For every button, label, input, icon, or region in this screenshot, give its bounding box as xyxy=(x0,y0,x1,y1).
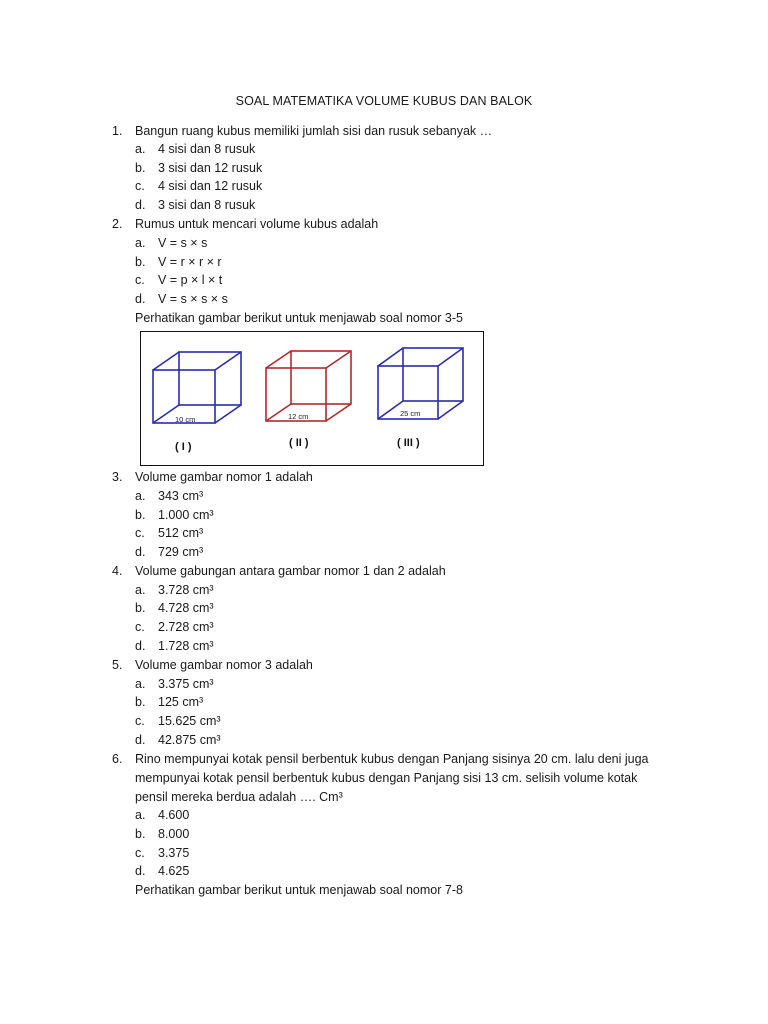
question-5 xyxy=(112,656,313,674)
question-number: 3. xyxy=(112,470,123,484)
option-text: V = s × s × s xyxy=(158,292,228,306)
cube-1 xyxy=(153,352,241,423)
question-text: Volume gambar nomor 1 adalah xyxy=(135,470,313,484)
question-text: Volume gambar nomor 3 adalah xyxy=(135,658,313,672)
option-text: 42.875 cm³ xyxy=(158,733,221,747)
question-6-number xyxy=(112,750,135,768)
option-4c xyxy=(135,618,214,636)
option-letter: b. xyxy=(135,255,146,269)
option-text: 512 cm³ xyxy=(158,526,204,540)
option-3a xyxy=(135,487,203,505)
option-letter: a. xyxy=(135,677,146,691)
option-letter: d. xyxy=(135,545,146,559)
option-4d xyxy=(135,637,214,655)
option-text: V = r × r × r xyxy=(158,255,222,269)
option-letter: a. xyxy=(135,142,146,156)
question-2 xyxy=(112,215,378,233)
option-4a xyxy=(135,581,214,599)
figure-instruction: Perhatikan gambar berikut untuk menjawab soal nomor 3-5 xyxy=(135,311,463,325)
question-number: 4. xyxy=(112,564,123,578)
option-5b xyxy=(135,693,203,711)
page-title: SOAL MATEMATIKA VOLUME KUBUS DAN BALOK xyxy=(235,94,533,108)
option-text: 1.728 cm³ xyxy=(158,639,214,653)
option-letter: b. xyxy=(135,601,146,615)
option-letter: a. xyxy=(135,236,146,250)
option-letter: c. xyxy=(135,179,145,193)
option-letter: d. xyxy=(135,864,146,878)
option-text: 15.625 cm³ xyxy=(158,714,221,728)
option-text: 1.000 cm³ xyxy=(158,508,214,522)
option-letter: a. xyxy=(135,583,146,597)
option-text: 125 cm³ xyxy=(158,695,204,709)
option-5d xyxy=(135,731,221,749)
option-letter: c. xyxy=(135,846,145,860)
option-1c xyxy=(135,177,262,195)
option-6d xyxy=(135,862,189,880)
option-text: 4 sisi dan 12 rusuk xyxy=(158,179,263,193)
option-2c xyxy=(135,271,222,289)
question-text: Bangun ruang kubus memiliki jumlah sisi dan rusuk sebanyak … xyxy=(135,124,493,138)
option-text: 4.625 xyxy=(158,864,190,878)
option-letter: a. xyxy=(135,489,146,503)
option-text: 3 sisi dan 12 rusuk xyxy=(158,161,263,175)
option-2b xyxy=(135,253,222,271)
question-number: 6. xyxy=(112,752,123,766)
question-3 xyxy=(112,468,313,486)
cube-2 xyxy=(266,351,351,421)
cube-2-size-label: 12 cm xyxy=(288,412,309,421)
option-text: 4 sisi dan 8 rusuk xyxy=(158,142,256,156)
question-1 xyxy=(112,122,492,140)
option-letter: c. xyxy=(135,526,145,540)
option-letter: d. xyxy=(135,733,146,747)
option-letter: d. xyxy=(135,198,146,212)
option-2d xyxy=(135,290,228,308)
option-text: 8.000 xyxy=(158,827,190,841)
question-text: Rumus untuk mencari volume kubus adalah xyxy=(135,217,379,231)
option-letter: c. xyxy=(135,620,145,634)
cube-3-label: ( III ) xyxy=(397,437,420,449)
cube-figure xyxy=(140,331,484,466)
option-5a xyxy=(135,675,214,693)
option-text: 2.728 cm³ xyxy=(158,620,214,634)
option-text: 4.600 xyxy=(158,808,190,822)
option-text: 3.728 cm³ xyxy=(158,583,214,597)
cube-1-label: ( I ) xyxy=(175,441,192,453)
cube-figure-svg xyxy=(141,332,485,467)
option-text: 729 cm³ xyxy=(158,545,204,559)
question-number: 1. xyxy=(112,124,123,138)
option-5c xyxy=(135,712,221,730)
figure-instruction-2: Perhatikan gambar berikut untuk menjawab soal nomor 7-8 xyxy=(135,883,463,897)
option-3b xyxy=(135,506,214,524)
option-1a xyxy=(135,140,255,158)
option-1d xyxy=(135,196,255,214)
option-6c xyxy=(135,844,189,862)
cube-3 xyxy=(378,348,463,419)
question-6-text: Rino mempunyai kotak pensil berbentuk kubus dengan Panjang sisinya 20 cm. lalu deni juga mempunyai kotak pensil berbentuk kubus dengan Panjang sisi 13 cm. selisih volume kotak pensil mereka berdua adalah …. Cm³ xyxy=(135,752,649,804)
option-6a xyxy=(135,806,189,824)
option-letter: c. xyxy=(135,714,145,728)
option-3d xyxy=(135,543,203,561)
question-number: 5. xyxy=(112,658,123,672)
option-3c xyxy=(135,524,203,542)
option-text: V = s × s xyxy=(158,236,208,250)
cube-3-size-label: 25 cm xyxy=(400,409,421,418)
option-letter: b. xyxy=(135,508,146,522)
option-text: 4.728 cm³ xyxy=(158,601,214,615)
cube-2-label: ( II ) xyxy=(289,437,309,449)
option-letter: d. xyxy=(135,639,146,653)
option-letter: b. xyxy=(135,695,146,709)
option-letter: c. xyxy=(135,273,145,287)
option-4b xyxy=(135,599,214,617)
option-text: 3 sisi dan 8 rusuk xyxy=(158,198,256,212)
option-1b xyxy=(135,159,262,177)
option-letter: b. xyxy=(135,827,146,841)
cube-1-size-label: 10 cm xyxy=(175,415,196,424)
option-text: V = p × l × t xyxy=(158,273,223,287)
option-6b xyxy=(135,825,189,843)
question-number: 2. xyxy=(112,217,123,231)
option-text: 3.375 xyxy=(158,846,190,860)
option-2a xyxy=(135,234,207,252)
question-4 xyxy=(112,562,446,580)
option-text: 343 cm³ xyxy=(158,489,204,503)
question-text: Volume gabungan antara gambar nomor 1 dan 2 adalah xyxy=(135,564,446,578)
option-letter: a. xyxy=(135,808,146,822)
option-text: 3.375 cm³ xyxy=(158,677,214,691)
option-letter: d. xyxy=(135,292,146,306)
option-letter: b. xyxy=(135,161,146,175)
